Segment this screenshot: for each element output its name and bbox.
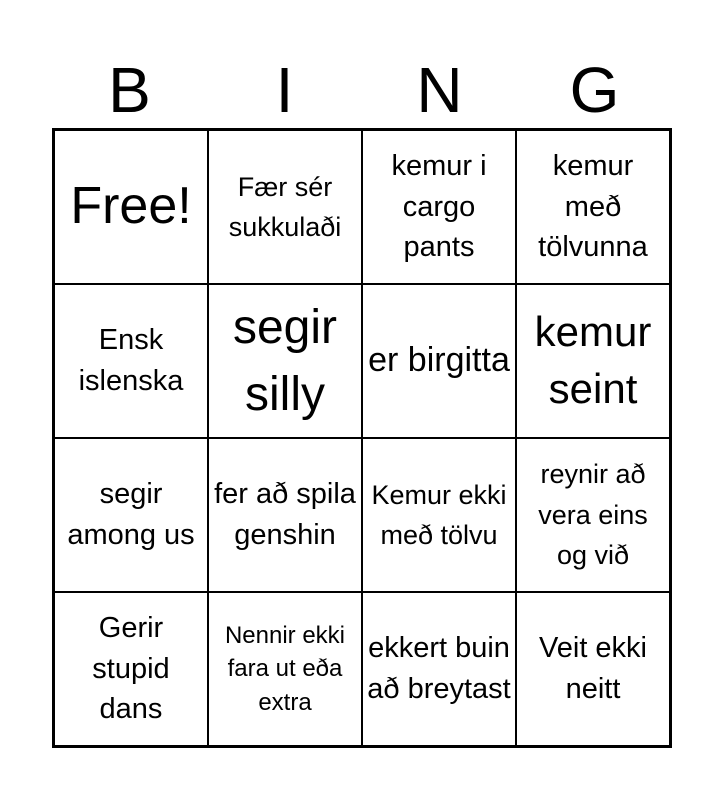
bingo-cell[interactable] <box>362 284 516 438</box>
bingo-cell[interactable] <box>516 284 670 438</box>
bingo-cell-text: kemur með tölvunna <box>538 150 648 264</box>
bingo-cell-text: segir among us <box>67 478 195 551</box>
bingo-cell[interactable] <box>362 130 516 284</box>
bingo-cell[interactable] <box>516 592 670 746</box>
bingo-cell[interactable] <box>362 438 516 592</box>
bingo-cell[interactable] <box>54 592 208 746</box>
bingo-header <box>52 52 672 128</box>
bingo-cell-text: Nennir ekki fara ut eða extra <box>224 621 346 716</box>
bingo-cell[interactable] <box>516 130 670 284</box>
bingo-cell-text: Gerir stupid dans <box>92 612 170 726</box>
bingo-cell-text: segir silly <box>232 300 338 421</box>
bingo-cell-text: kemur i cargo pants <box>391 150 487 264</box>
header-letter-i: I <box>275 54 294 126</box>
bingo-cell[interactable] <box>516 438 670 592</box>
bingo-cell[interactable] <box>208 130 362 284</box>
bingo-cell-text: Kemur ekki með tölvu <box>371 479 507 550</box>
header-letter-g: G <box>569 54 620 126</box>
bingo-cell-text: reynir að vera eins og við <box>538 459 648 571</box>
bingo-cell-text: ekkert buin að breytast <box>367 632 511 705</box>
bingo-cell-text: fer að spila genshin <box>214 478 356 551</box>
header-letter-b: B <box>108 54 151 126</box>
bingo-cell-text: Ensk islenska <box>78 324 184 397</box>
bingo-cell[interactable] <box>54 130 208 284</box>
bingo-grid <box>52 128 672 748</box>
bingo-cell-text: er birgitta <box>368 341 510 380</box>
bingo-cell[interactable] <box>54 284 208 438</box>
bingo-cell[interactable] <box>362 592 516 746</box>
bingo-cell-text: Free! <box>70 177 192 236</box>
header-letter-n: N <box>416 54 463 126</box>
bingo-cell-text: Veit ekki neitt <box>539 632 647 705</box>
bingo-cell[interactable] <box>208 592 362 746</box>
bingo-cell-text: kemur seint <box>534 308 652 412</box>
bingo-cell-text: Fær sér sukkulaði <box>228 171 342 242</box>
bingo-cell[interactable] <box>208 284 362 438</box>
bingo-cell[interactable] <box>54 438 208 592</box>
bingo-cell[interactable] <box>208 438 362 592</box>
